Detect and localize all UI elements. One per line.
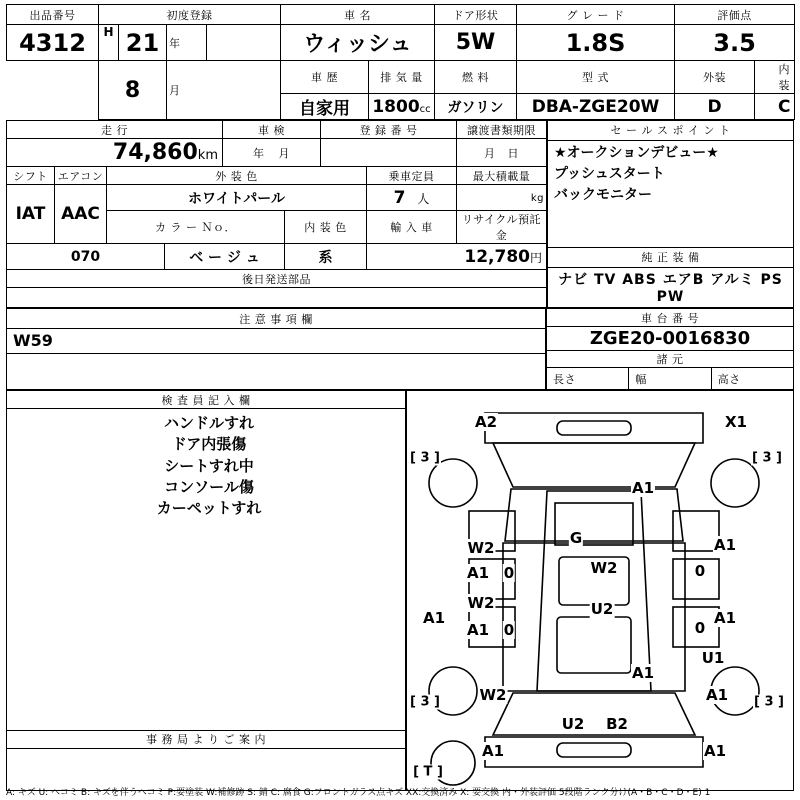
type-value: DBA-ZGE20W [517,94,675,120]
int-color-suffix: 系 [318,249,333,266]
lot-value: 4312 [7,25,99,61]
history-value: 自家用 [281,94,369,120]
transfer-value [457,139,547,167]
import-label: 輸 入 車 [367,211,457,244]
width-label: 幅 [629,368,711,390]
mileage-unit: km [197,148,218,163]
damage-diagram [407,391,793,790]
header-spacer [7,61,99,120]
sales-point-table [547,120,794,308]
first-reg-label: 初度登録 [99,5,281,25]
aircon-value: AAC [55,185,107,244]
color-no-label: カ ラ ー Ｎｏ． [107,211,285,244]
fuel-label: 燃 料 [435,61,517,94]
later-parts-label: 後日発送部品 [7,270,547,288]
damage-code: W2 [467,594,495,612]
equip-title: 純 正 装 備 [548,247,794,267]
equip-value: ナビ TV ABS エアB アルミ PS PW [548,267,794,308]
inspector-title: 検 査 員 記 入 欄 [7,391,406,409]
transfer-month: 月 [484,146,496,160]
reg-no-label: 登 録 番 号 [321,121,457,139]
first-reg-month-unit: 月 [167,61,281,120]
office-title: 事 務 局 よ り ご 案 内 [7,730,406,748]
shaken-year-unit: 年 [253,146,265,160]
caution-table [6,308,546,390]
shaken-month-unit: 月 [278,146,290,160]
damage-code: [ 3 ] [410,694,440,710]
damage-code: 0 [694,619,706,637]
type-label: 型 式 [517,61,675,94]
caution-extra [7,353,546,389]
damage-code: U2 [590,600,614,618]
max-load-label: 最大積載量 [457,167,547,185]
damage-code: [ 3 ] [752,450,782,466]
score-int-value: C [775,94,795,120]
damage-code: [ 3 ] [410,450,440,466]
damage-code: A1 [422,609,446,627]
length-label: 長さ [547,368,629,390]
ext-color-label: 外 装 色 [107,167,367,185]
damage-code: X1 [724,413,748,431]
interior-label: 内装 [775,61,795,94]
damage-code: G [569,529,583,547]
max-load-value-cell [457,185,547,211]
damage-code: [ 3 ] [754,694,784,710]
import-value-cell [285,244,367,270]
caution-title: 注 意 事 項 欄 [7,309,546,329]
exterior-label: 外装 [703,71,726,84]
header-table [6,4,795,120]
chassis-title: 車 台 番 号 [547,309,794,327]
int-color-label: 内 装 色 [285,211,367,244]
score-ext-value: D [675,94,755,120]
ext-color-value: ホワイトパール [107,185,367,211]
sales-point-body [548,140,794,247]
shift-label: シフト [7,167,55,185]
recycle-value-cell [367,244,547,270]
model-name-value: ウィッシュ [281,25,435,61]
first-reg-blank [207,25,281,61]
seats-value: 7 [393,187,406,208]
lot-label: 出品番号 [7,5,99,25]
score-label: 評価点 [675,5,795,25]
damage-diagram-cell [407,391,794,791]
specs-table [6,120,547,308]
mileage-value: 74,860 [112,140,198,165]
int-color-value: ベ ー ジ ュ [165,244,285,270]
score-value: 3.5 [675,25,795,61]
inspector-note: カーペットすれ [156,499,262,518]
displacement-number: 1800 [372,96,420,117]
damage-code: W2 [479,686,507,704]
shaken-value [223,139,321,167]
inspector-table [6,390,406,791]
seats-label: 乗車定員 [367,167,457,185]
seats-value-cell [367,185,457,211]
legend-footer: A: キズ U: ヘコミ B: キズを伴うヘコミ P:要塗装 W:補修跡 S: 錆 C: 腐食 G:フロントガラス点キズ XX:交換済み X: 要交換 内・外装評価 5段階ランク分け(A・B・C・D・E) 1 [6,788,711,798]
damage-code: A1 [481,742,505,760]
inspector-note: ハンドルすれ [163,414,254,433]
door-value: 5W [435,25,517,61]
damage-code: A1 [713,609,737,627]
damage-code: A1 [631,664,655,682]
damage-code: A1 [713,536,737,554]
reg-no-value [321,139,457,167]
exterior-interior-label [675,61,755,94]
damage-code: 0 [503,564,515,582]
max-load-unit: kg [530,193,544,204]
damage-code: A1 [705,686,729,704]
seats-unit: 人 [417,191,430,206]
damage-code: A1 [631,479,655,497]
inspector-note: コンソール傷 [164,477,254,496]
first-reg-year-unit: 年 [167,25,207,61]
damage-diagram-container [406,390,794,791]
inspector-note: シートすれ中 [164,456,254,475]
height-label: 高さ [711,368,793,390]
transfer-label: 譲渡書類期限 [457,121,547,139]
displacement-label: 排 気 量 [369,61,435,94]
damage-code: 0 [503,621,515,639]
damage-code: U2 [561,715,585,733]
mileage-label: 走 行 [7,121,223,139]
dimension-title: 諸 元 [547,351,794,368]
history-label: 車 歴 [281,61,369,94]
recycle-unit: 円 [529,250,542,265]
inspector-notes [9,409,403,519]
recycle-label: リサイクル預託金 [457,211,547,244]
model-name-label: 車 名 [281,5,435,25]
damage-code: A1 [703,742,727,760]
transfer-day: 日 [507,146,519,160]
mileage-value-cell [7,139,223,167]
grade-value: 1.8S [517,25,675,61]
later-parts-value [7,288,547,308]
caution-value: W59 [7,329,546,353]
shaken-label: 車 検 [223,121,321,139]
shift-value: IAT [7,185,55,244]
damage-code: A1 [466,621,490,639]
first-reg-year: 21 [119,25,167,61]
inspector-body [7,409,406,731]
first-reg-month: 8 [99,61,167,120]
chassis-value: ZGE20-0016830 [547,327,794,351]
first-reg-era: H [99,25,119,61]
damage-code: B2 [606,715,628,733]
sales-point-line-1: ★オークションデビュー★ [554,144,719,161]
ext-value-pad [755,94,775,120]
damage-code: W2 [590,559,618,577]
sales-point-line-2: プッシュスタート [554,165,665,182]
damage-code: [ T ] [413,764,443,780]
damage-code: U1 [701,649,725,667]
exterior-label-cell [755,61,775,94]
sales-point-line-3: バックモニター [554,186,652,203]
door-label: ドア形状 [435,5,517,25]
displacement-value [369,94,435,120]
color-no-value: 070 [7,244,165,270]
damage-code: A1 [466,564,490,582]
damage-code: 0 [694,562,706,580]
fuel-value: ガソリン [435,94,517,120]
grade-label: グ レ ー ド [517,5,675,25]
recycle-value: 12,780 [464,246,530,267]
damage-code: A2 [474,413,498,431]
inspector-note: ドア内張傷 [171,435,247,454]
displacement-unit: cc [419,103,431,115]
chassis-table [546,308,794,390]
damage-code: W2 [467,539,495,557]
aircon-label: エアコン [55,167,107,185]
sales-point-title: セ ー ル ス ポ イ ン ト [548,121,794,141]
